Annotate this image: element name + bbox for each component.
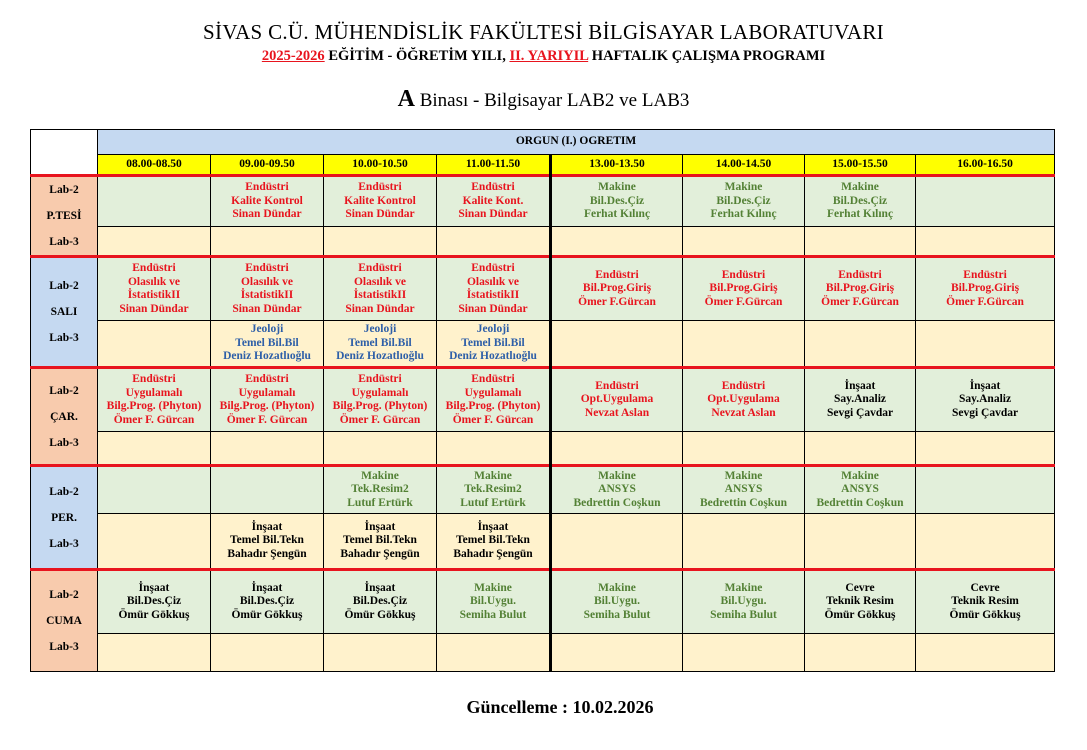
course-line: ANSYS xyxy=(724,483,763,496)
course-line: Sinan Dündar xyxy=(345,302,415,315)
course-line: Ömür Gökkuş xyxy=(949,608,1021,621)
day-name: P.TESİ xyxy=(46,210,82,222)
schedule-cell xyxy=(211,514,324,570)
course-line: Deniz Hozatlıoğlu xyxy=(223,350,311,363)
page-title: SİVAS C.Ü. MÜHENDİSLİK FAKÜLTESİ BİLGİSAYAR LABORATUVARI xyxy=(203,20,884,44)
course-line: Endüstri xyxy=(358,181,402,194)
course-line: Bil.Prog.Giriş xyxy=(950,282,1020,295)
course-line: İnşaat xyxy=(364,520,396,533)
course-line: Sinan Dündar xyxy=(458,302,528,315)
course-line: Ferhat Kılınç xyxy=(826,208,894,221)
course-line: Ömer F. Gürcan xyxy=(226,413,308,426)
course-line: Uygulamalı xyxy=(351,386,409,399)
course-line: Olasılık ve xyxy=(466,275,520,288)
schedule-cell xyxy=(98,227,211,257)
course-line: Bil.Uygu. xyxy=(593,595,640,608)
course-line: Endüstri xyxy=(595,268,639,281)
schedule-cell xyxy=(683,570,805,634)
schedule-cell xyxy=(98,466,211,514)
course-line: İnşaat xyxy=(251,520,283,533)
course-line: İnşaat xyxy=(969,379,1001,392)
day-name: ÇAR. xyxy=(50,410,78,423)
schedule-cell xyxy=(805,432,916,466)
update-date: Güncelleme : 10.02.2026 xyxy=(466,697,654,717)
schedule-cell xyxy=(437,432,551,466)
academic-year: 2025-2026 xyxy=(261,48,325,64)
course-line: Makine xyxy=(598,581,636,594)
schedule-cell xyxy=(683,257,805,321)
subtitle-rest: HAFTALIK ÇALIŞMA PROGRAMI xyxy=(588,48,826,64)
course-line: Sinan Dündar xyxy=(345,208,415,221)
schedule-cell xyxy=(324,257,437,321)
course-line: Lutuf Ertürk xyxy=(460,496,526,509)
building-title xyxy=(0,86,1087,113)
course-line: Endüstri xyxy=(595,379,639,392)
course-line: Ömer F. Gürcan xyxy=(339,413,421,426)
course-line: Endüstri xyxy=(245,373,289,385)
course-line: Kalite Kontrol xyxy=(344,194,416,207)
schedule-cell xyxy=(916,368,1055,432)
course-line: Ömer F.Gürcan xyxy=(704,295,783,308)
schedule-cell xyxy=(324,570,437,634)
schedule-cell xyxy=(683,514,805,570)
schedule-cell xyxy=(211,570,324,634)
schedule-cell xyxy=(98,368,211,432)
course-line: Uygulamalı xyxy=(238,386,296,399)
schedule-cell xyxy=(916,176,1055,227)
course-line: Nevzat Aslan xyxy=(584,406,650,419)
course-line: Ömür Gökkuş xyxy=(344,608,416,621)
course-line: Bahadır Şengün xyxy=(453,547,533,560)
lab-2-label: Lab-2 xyxy=(49,485,79,498)
course-line: Endüstri xyxy=(245,262,289,274)
schedule-cell xyxy=(211,634,324,672)
course-line: Ferhat Kılınç xyxy=(583,208,651,221)
course-line: Kalite Kontrol xyxy=(231,194,303,207)
time-slot-header: 15.00-15.50 xyxy=(805,155,916,176)
schedule-cell xyxy=(805,466,916,514)
course-line: İnşaat xyxy=(844,379,876,392)
time-slot-header: 13.00-13.50 xyxy=(551,155,683,176)
schedule-cell xyxy=(805,227,916,257)
time-slot-header: 08.00-08.50 xyxy=(98,155,211,176)
schedule-cell xyxy=(683,634,805,672)
course-line: Ömer F.Gürcan xyxy=(578,295,656,308)
time-slot-header: 09.00-09.50 xyxy=(211,155,324,176)
course-line: Endüstri xyxy=(132,262,176,274)
course-line: Makine xyxy=(598,469,636,482)
course-line: Bil.Des.Çiz xyxy=(832,194,888,207)
time-slot-header: 11.00-11.50 xyxy=(437,155,551,176)
course-line: ANSYS xyxy=(598,483,636,496)
course-line: Olasılık ve xyxy=(353,275,407,288)
course-line: Temel Bil.Bil xyxy=(235,336,299,349)
course-line: Jeoloji xyxy=(476,323,510,336)
lab-2-label: Lab-2 xyxy=(49,589,79,601)
schedule-cell xyxy=(437,466,551,514)
schedule-cell xyxy=(324,514,437,570)
course-line: Semiha Bulut xyxy=(459,608,527,621)
schedule-cell xyxy=(98,570,211,634)
course-line: Ömer F.Gürcan xyxy=(821,295,899,308)
course-line: Sinan Dündar xyxy=(119,302,189,315)
schedule-cell xyxy=(211,176,324,227)
schedule-cell xyxy=(683,227,805,257)
course-line: Olasılık ve xyxy=(127,275,181,288)
building-rest: Binası - Bilgisayar LAB2 ve LAB3 xyxy=(414,90,690,111)
course-line: Bil.Uygu. xyxy=(469,595,516,608)
course-line: Kalite Kont. xyxy=(462,194,524,207)
course-line: Sevgi Çavdar xyxy=(826,406,894,419)
schedule-cell xyxy=(683,368,805,432)
course-line: Endüstri xyxy=(721,379,766,392)
course-line: İnşaat xyxy=(477,520,509,533)
schedule-cell xyxy=(324,321,437,368)
schedule-cell xyxy=(437,514,551,570)
course-line: Say.Analiz xyxy=(958,393,1012,406)
schedule-cell xyxy=(916,634,1055,672)
section-header: ORGUN (I.) OGRETIM xyxy=(98,130,1055,155)
schedule-cell xyxy=(916,514,1055,570)
time-slot-header: 14.00-14.50 xyxy=(683,155,805,176)
schedule-cell xyxy=(805,514,916,570)
lab-3-label: Lab-3 xyxy=(49,436,79,449)
course-line: Opt.Uygulama xyxy=(580,393,654,406)
course-line: Bil.Des.Çiz xyxy=(352,595,408,608)
subtitle xyxy=(0,48,1087,65)
schedule-cell xyxy=(211,257,324,321)
course-line: Ömür Gökkuş xyxy=(118,608,190,621)
building-letter: A xyxy=(397,86,415,112)
course-line: Ömür Gökkuş xyxy=(231,608,303,621)
schedule-cell xyxy=(683,176,805,227)
schedule-cell xyxy=(98,634,211,672)
schedule-cell xyxy=(551,176,683,227)
lab-2-label: Lab-2 xyxy=(49,184,79,196)
schedule-cell xyxy=(211,432,324,466)
course-line: Opt.Uygulama xyxy=(707,393,780,406)
schedule-cell xyxy=(437,257,551,321)
course-line: Sinan Dündar xyxy=(458,208,528,221)
course-line: Lutuf Ertürk xyxy=(347,496,413,509)
course-line: Ömer F. Gürcan xyxy=(452,413,534,426)
course-line: Bedrettin Coşkun xyxy=(699,496,787,509)
schedule-cell xyxy=(211,227,324,257)
course-line: Endüstri xyxy=(358,373,402,385)
schedule-cell xyxy=(437,570,551,634)
course-line: Makine xyxy=(724,181,763,194)
course-line: Bil.Prog.Giriş xyxy=(709,282,778,295)
lab-3-label: Lab-3 xyxy=(49,332,79,344)
course-line: Makine xyxy=(598,181,636,194)
corner-cell xyxy=(31,130,98,176)
schedule-cell xyxy=(437,321,551,368)
schedule-cell xyxy=(324,466,437,514)
schedule-cell xyxy=(98,176,211,227)
course-line: Nevzat Aslan xyxy=(711,406,776,419)
lab-3-label: Lab-3 xyxy=(49,537,79,550)
schedule-cell xyxy=(551,257,683,321)
course-line: Bahadır Şengün xyxy=(227,547,307,560)
course-line: Bilg.Prog. (Phyton) xyxy=(332,400,428,412)
time-slot-header: 16.00-16.50 xyxy=(916,155,1055,176)
course-line: Olasılık ve xyxy=(240,275,294,288)
schedule-cell xyxy=(98,432,211,466)
time-slot-header: 10.00-10.50 xyxy=(324,155,437,176)
course-line: Endüstri xyxy=(132,373,176,385)
schedule-cell xyxy=(683,466,805,514)
course-line: İnşaat xyxy=(138,581,170,594)
schedule-cell xyxy=(324,368,437,432)
course-line: Bil.Des.Çiz xyxy=(239,595,295,608)
lab-2-label: Lab-2 xyxy=(49,280,79,292)
course-line: İstatistikII xyxy=(127,289,181,301)
course-line: Jeoloji xyxy=(363,323,397,336)
course-line: Uygulamalı xyxy=(125,386,183,399)
day-label xyxy=(31,176,98,257)
course-line: Deniz Hozatlıoğlu xyxy=(336,350,424,363)
course-line: Tek.Resim2 xyxy=(464,483,522,496)
course-line: Ferhat Kılınç xyxy=(710,208,777,221)
course-line: Endüstri xyxy=(963,268,1007,281)
course-line: Sinan Dündar xyxy=(232,302,302,315)
schedule-cell xyxy=(551,514,683,570)
course-line: Bil.Uygu. xyxy=(720,595,767,608)
course-line: Bahadır Şengün xyxy=(340,547,420,560)
course-line: Bil.Prog.Giriş xyxy=(825,282,895,295)
schedule-cell xyxy=(916,227,1055,257)
course-line: Ömür Gökkuş xyxy=(824,608,896,621)
day-label xyxy=(31,368,98,466)
course-line: Bedrettin Coşkun xyxy=(573,496,661,509)
schedule-cell xyxy=(437,227,551,257)
schedule-cell xyxy=(98,514,211,570)
course-line: Temel Bil.Tekn xyxy=(456,534,530,547)
schedule-cell xyxy=(437,176,551,227)
course-line: Tek.Resim2 xyxy=(351,483,409,496)
course-line: Endüstri xyxy=(471,262,515,274)
course-line: Sevgi Çavdar xyxy=(951,406,1019,419)
schedule-cell xyxy=(551,634,683,672)
course-line: Sinan Dündar xyxy=(232,208,302,221)
day-name: PER. xyxy=(51,511,77,524)
subtitle-mid: EĞİTİM - ÖĞRETİM YILI, xyxy=(324,48,510,64)
schedule-cell xyxy=(211,368,324,432)
schedule-cell xyxy=(916,432,1055,466)
schedule-cell xyxy=(683,432,805,466)
day-name: CUMA xyxy=(46,615,82,627)
course-line: Deniz Hozatlıoğlu xyxy=(449,350,537,363)
schedule-cell xyxy=(551,368,683,432)
course-line: Makine xyxy=(361,469,399,482)
day-label xyxy=(31,257,98,368)
course-line: Say.Analiz xyxy=(833,393,887,406)
course-line: Bil.Des.Çiz xyxy=(589,194,645,207)
schedule-cell xyxy=(437,368,551,432)
course-line: Ömer F.Gürcan xyxy=(946,295,1024,308)
course-line: Cevre xyxy=(970,581,1000,594)
course-line: Temel Bil.Bil xyxy=(461,336,525,349)
schedule-cell xyxy=(98,321,211,368)
course-line: İstatistikII xyxy=(466,289,520,301)
course-line: Makine xyxy=(841,181,879,194)
course-line: Endüstri xyxy=(471,373,515,385)
course-line: Bilg.Prog. (Phyton) xyxy=(106,400,202,412)
course-line: Teknik Resim xyxy=(826,595,894,608)
course-line: Makine xyxy=(724,581,763,594)
course-line: Semiha Bulut xyxy=(710,608,777,621)
schedule-cell xyxy=(551,432,683,466)
schedule-cell xyxy=(324,227,437,257)
course-line: Temel Bil.Tekn xyxy=(343,534,417,547)
course-line: Endüstri xyxy=(721,268,766,281)
course-line: İstatistikII xyxy=(353,289,407,301)
lab-3-label: Lab-3 xyxy=(49,641,79,653)
schedule-table xyxy=(30,129,1055,672)
schedule-cell xyxy=(916,257,1055,321)
course-line: Makine xyxy=(474,581,512,594)
course-line: Uygulamalı xyxy=(464,386,522,399)
course-line: İnşaat xyxy=(251,581,283,594)
course-line: Semiha Bulut xyxy=(583,608,651,621)
course-line: Bil.Des.Çiz xyxy=(716,194,771,207)
schedule-cell xyxy=(805,176,916,227)
schedule-cell xyxy=(805,257,916,321)
course-line: Bil.Prog.Giriş xyxy=(582,282,652,295)
schedule-cell xyxy=(551,466,683,514)
schedule-cell xyxy=(324,634,437,672)
course-line: Bilg.Prog. (Phyton) xyxy=(445,400,541,412)
course-line: Bilg.Prog. (Phyton) xyxy=(219,400,315,412)
schedule-cell xyxy=(437,634,551,672)
day-label xyxy=(31,570,98,672)
course-line: Bedrettin Coşkun xyxy=(816,496,904,509)
schedule-cell xyxy=(805,321,916,368)
course-line: Makine xyxy=(724,469,763,482)
schedule-cell xyxy=(551,321,683,368)
schedule-cell xyxy=(551,227,683,257)
schedule-cell xyxy=(805,634,916,672)
course-line: Makine xyxy=(841,469,879,482)
semester: II. YARIYIL xyxy=(509,48,589,64)
course-line: Temel Bil.Bil xyxy=(348,336,412,349)
day-name: SALI xyxy=(50,306,78,318)
schedule-cell xyxy=(211,321,324,368)
course-line: Endüstri xyxy=(471,181,515,194)
day-label xyxy=(31,466,98,570)
schedule-cell xyxy=(805,570,916,634)
lab-3-label: Lab-3 xyxy=(49,236,79,248)
schedule-cell xyxy=(551,570,683,634)
schedule-cell xyxy=(916,321,1055,368)
course-line: Makine xyxy=(474,469,512,482)
schedule-cell xyxy=(211,466,324,514)
course-line: Temel Bil.Tekn xyxy=(230,534,304,547)
course-line: Jeoloji xyxy=(250,323,284,336)
schedule-cell xyxy=(916,570,1055,634)
course-line: ANSYS xyxy=(841,483,879,496)
schedule-cell xyxy=(324,432,437,466)
course-line: Endüstri xyxy=(358,262,402,274)
course-line: İstatistikII xyxy=(240,289,294,301)
schedule-cell xyxy=(805,368,916,432)
schedule-cell xyxy=(916,466,1055,514)
course-line: Bil.Des.Çiz xyxy=(126,595,182,608)
course-line: İnşaat xyxy=(364,581,396,594)
course-line: Endüstri xyxy=(245,181,289,194)
schedule-cell xyxy=(324,176,437,227)
schedule-cell xyxy=(683,321,805,368)
course-line: Endüstri xyxy=(838,268,882,281)
lab-2-label: Lab-2 xyxy=(49,384,79,397)
course-line: Ömer F. Gürcan xyxy=(113,413,195,426)
course-line: Cevre xyxy=(845,581,875,594)
schedule-cell xyxy=(98,257,211,321)
course-line: Teknik Resim xyxy=(951,595,1019,608)
